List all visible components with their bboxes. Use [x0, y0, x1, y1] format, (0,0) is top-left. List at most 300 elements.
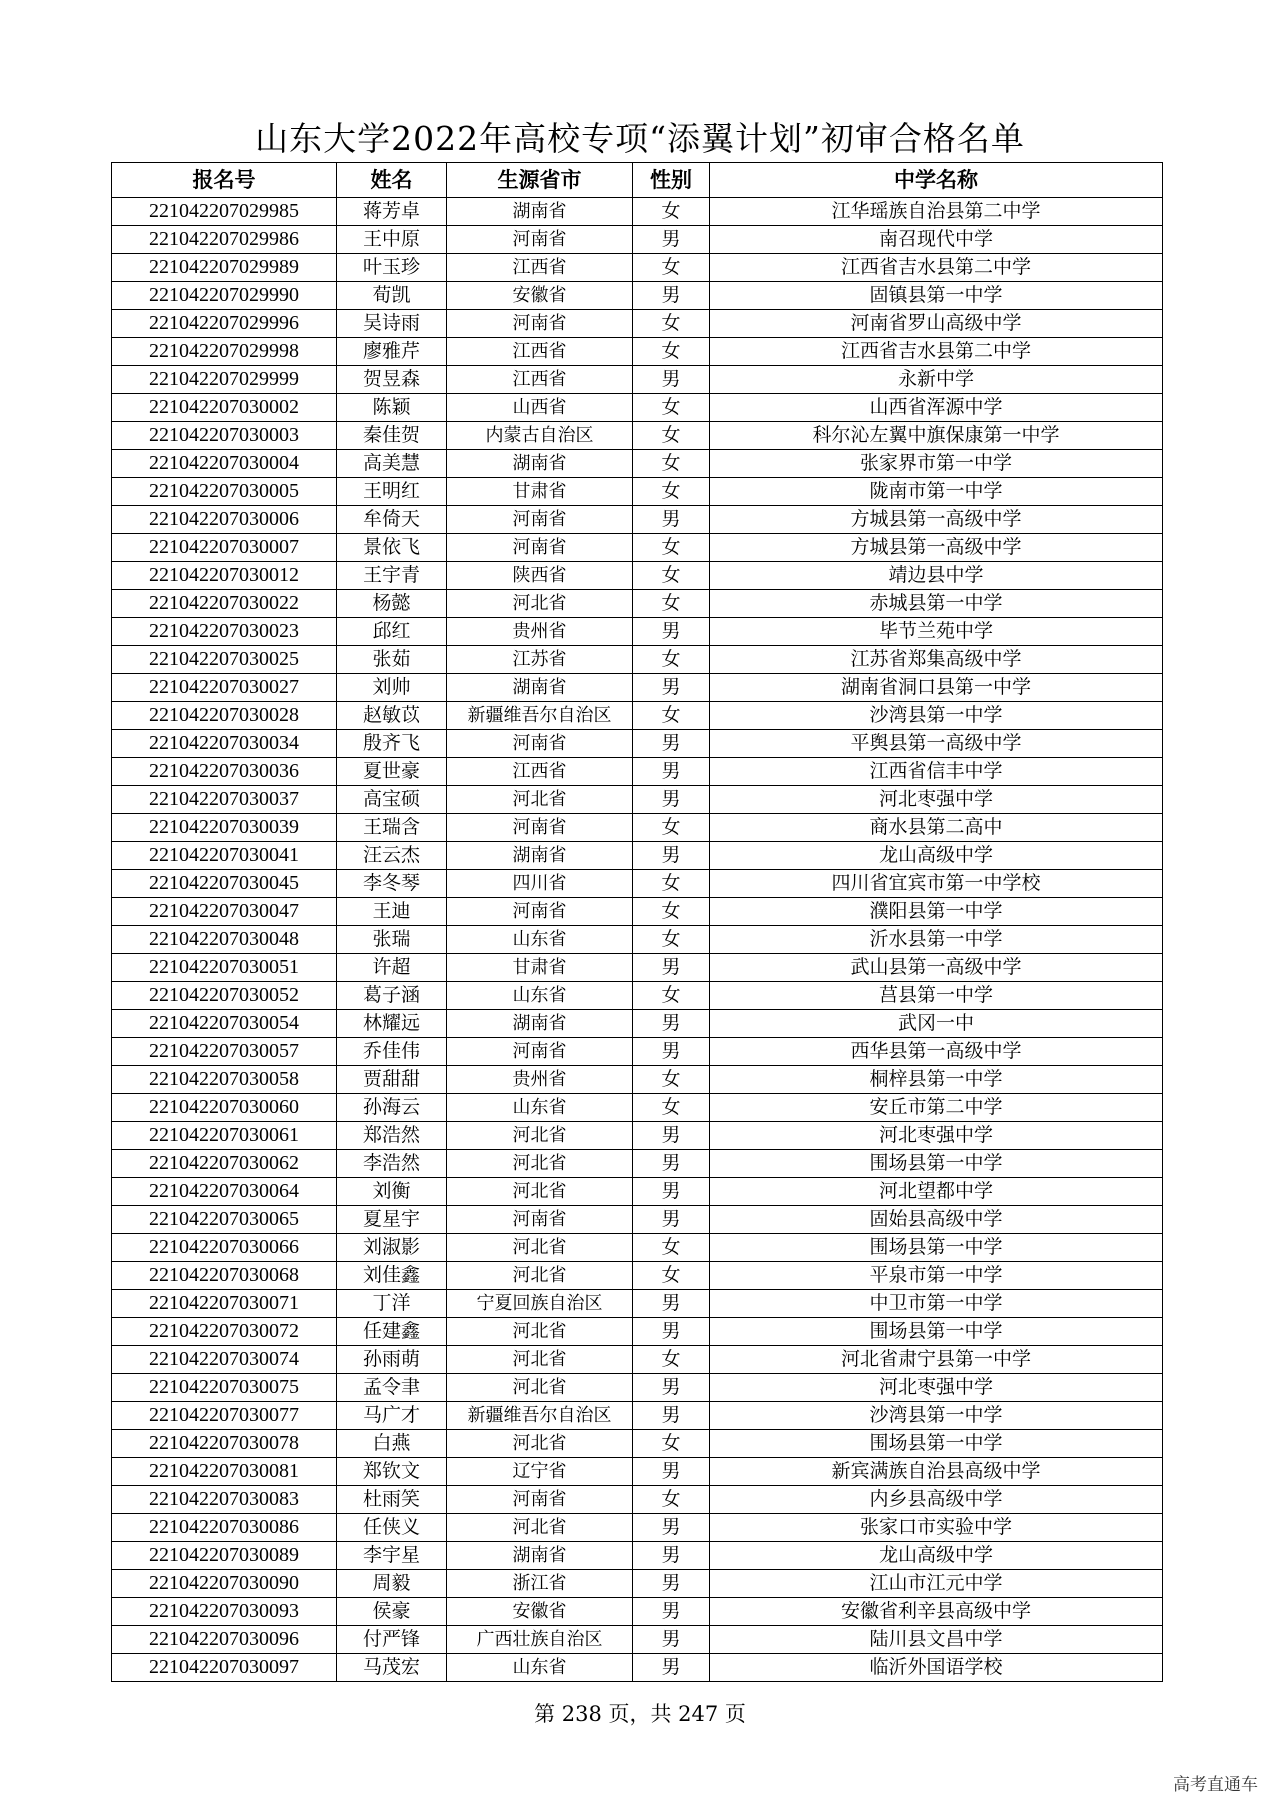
cell-gender: 男: [633, 1122, 710, 1150]
cell-school: 河北枣强中学: [710, 1374, 1163, 1402]
cell-name: 葛子涵: [337, 982, 447, 1010]
cell-name: 秦佳贺: [337, 422, 447, 450]
cell-school: 龙山高级中学: [710, 842, 1163, 870]
cell-school: 商水县第二高中: [710, 814, 1163, 842]
cell-name: 付严锋: [337, 1626, 447, 1654]
cell-gender: 男: [633, 1570, 710, 1598]
cell-registration-number: 221042207030003: [112, 422, 337, 450]
cell-registration-number: 221042207030062: [112, 1150, 337, 1178]
cell-school: 沙湾县第一中学: [710, 1402, 1163, 1430]
cell-gender: 女: [633, 198, 710, 226]
cell-school: 科尔沁左翼中旗保康第一中学: [710, 422, 1163, 450]
cell-registration-number: 221042207029999: [112, 366, 337, 394]
cell-province: 河北省: [447, 1318, 633, 1346]
cell-province: 河南省: [447, 730, 633, 758]
cell-province: 河北省: [447, 786, 633, 814]
cell-name: 刘佳鑫: [337, 1262, 447, 1290]
cell-registration-number: 221042207030057: [112, 1038, 337, 1066]
cell-gender: 女: [633, 1430, 710, 1458]
cell-gender: 女: [633, 450, 710, 478]
cell-gender: 男: [633, 1598, 710, 1626]
cell-registration-number: 221042207030065: [112, 1206, 337, 1234]
cell-gender: 女: [633, 814, 710, 842]
cell-registration-number: 221042207029986: [112, 226, 337, 254]
cell-registration-number: 221042207029985: [112, 198, 337, 226]
cell-name: 孙海云: [337, 1094, 447, 1122]
table-row: [112, 1094, 1163, 1122]
cell-name: 任建鑫: [337, 1318, 447, 1346]
cell-school: 河南省罗山高级中学: [710, 310, 1163, 338]
cell-registration-number: 221042207030090: [112, 1570, 337, 1598]
cell-gender: 男: [633, 758, 710, 786]
cell-gender: 女: [633, 870, 710, 898]
cell-name: 周毅: [337, 1570, 447, 1598]
header-school: 中学名称: [710, 163, 1163, 198]
cell-gender: 女: [633, 1066, 710, 1094]
cell-registration-number: 221042207030086: [112, 1514, 337, 1542]
cell-province: 甘肃省: [447, 954, 633, 982]
page-number: 第 238 页，共 247 页: [534, 1702, 746, 1726]
cell-registration-number: 221042207030052: [112, 982, 337, 1010]
table-row: [112, 842, 1163, 870]
cell-registration-number: 221042207030023: [112, 618, 337, 646]
table-row: [112, 282, 1163, 310]
cell-registration-number: 221042207030089: [112, 1542, 337, 1570]
cell-province: 河南省: [447, 1486, 633, 1514]
cell-province: 河北省: [447, 1150, 633, 1178]
cell-province: 江西省: [447, 254, 633, 282]
cell-province: 河南省: [447, 506, 633, 534]
cell-gender: 男: [633, 730, 710, 758]
cell-registration-number: 221042207029989: [112, 254, 337, 282]
cell-name: 孟令聿: [337, 1374, 447, 1402]
cell-name: 李宇星: [337, 1542, 447, 1570]
cell-registration-number: 221042207030077: [112, 1402, 337, 1430]
cell-school: 平泉市第一中学: [710, 1262, 1163, 1290]
cell-school: 湖南省洞口县第一中学: [710, 674, 1163, 702]
cell-school: 江西省吉水县第二中学: [710, 254, 1163, 282]
cell-province: 安徽省: [447, 1598, 633, 1626]
cell-school: 固始县高级中学: [710, 1206, 1163, 1234]
cell-school: 靖边县中学: [710, 562, 1163, 590]
cell-name: 马茂宏: [337, 1654, 447, 1682]
cell-name: 李浩然: [337, 1150, 447, 1178]
cell-registration-number: 221042207030025: [112, 646, 337, 674]
cell-school: 围场县第一中学: [710, 1430, 1163, 1458]
cell-name: 刘帅: [337, 674, 447, 702]
cell-province: 辽宁省: [447, 1458, 633, 1486]
cell-gender: 女: [633, 1094, 710, 1122]
cell-name: 王宇青: [337, 562, 447, 590]
table-row: [112, 1486, 1163, 1514]
table-row: [112, 898, 1163, 926]
cell-province: 宁夏回族自治区: [447, 1290, 633, 1318]
cell-school: 武冈一中: [710, 1010, 1163, 1038]
cell-name: 刘衡: [337, 1178, 447, 1206]
cell-name: 牟倚天: [337, 506, 447, 534]
cell-school: 内乡县高级中学: [710, 1486, 1163, 1514]
cell-name: 廖雅芹: [337, 338, 447, 366]
cell-gender: 男: [633, 1290, 710, 1318]
cell-school: 毕节兰苑中学: [710, 618, 1163, 646]
cell-gender: 男: [633, 1626, 710, 1654]
cell-name: 白燕: [337, 1430, 447, 1458]
cell-gender: 男: [633, 1038, 710, 1066]
table-row: [112, 1206, 1163, 1234]
cell-gender: 女: [633, 478, 710, 506]
cell-school: 固镇县第一中学: [710, 282, 1163, 310]
cell-name: 王迪: [337, 898, 447, 926]
table-row: [112, 1234, 1163, 1262]
table-row: [112, 674, 1163, 702]
cell-name: 王瑞含: [337, 814, 447, 842]
cell-name: 丁洋: [337, 1290, 447, 1318]
cell-gender: 男: [633, 1150, 710, 1178]
table-header-row: [112, 163, 1163, 198]
cell-registration-number: 221042207030068: [112, 1262, 337, 1290]
cell-registration-number: 221042207030074: [112, 1346, 337, 1374]
cell-registration-number: 221042207030004: [112, 450, 337, 478]
cell-province: 江西省: [447, 758, 633, 786]
table-row: [112, 1346, 1163, 1374]
cell-name: 侯豪: [337, 1598, 447, 1626]
cell-school: 陇南市第一中学: [710, 478, 1163, 506]
table-row: [112, 1542, 1163, 1570]
cell-gender: 女: [633, 1346, 710, 1374]
cell-province: 山东省: [447, 1654, 633, 1682]
cell-school: 莒县第一中学: [710, 982, 1163, 1010]
cell-name: 杜雨笑: [337, 1486, 447, 1514]
table-row: [112, 954, 1163, 982]
cell-school: 方城县第一高级中学: [710, 506, 1163, 534]
table-row: [112, 1626, 1163, 1654]
table-row: [112, 618, 1163, 646]
cell-province: 湖南省: [447, 1542, 633, 1570]
cell-province: 河南省: [447, 226, 633, 254]
table-row: [112, 870, 1163, 898]
cell-gender: 男: [633, 1318, 710, 1346]
cell-province: 河北省: [447, 1234, 633, 1262]
page-title: 山东大学2022年高校专项“添翼计划”初审合格名单: [255, 119, 1025, 158]
header-name: 姓名: [337, 163, 447, 198]
table-row: [112, 310, 1163, 338]
cell-province: 河北省: [447, 1262, 633, 1290]
cell-registration-number: 221042207030078: [112, 1430, 337, 1458]
cell-school: 安徽省利辛县高级中学: [710, 1598, 1163, 1626]
cell-name: 马广才: [337, 1402, 447, 1430]
cell-gender: 女: [633, 590, 710, 618]
table-row: [112, 450, 1163, 478]
cell-registration-number: 221042207030007: [112, 534, 337, 562]
table-row: [112, 226, 1163, 254]
cell-province: 江苏省: [447, 646, 633, 674]
cell-gender: 男: [633, 1542, 710, 1570]
cell-school: 中卫市第一中学: [710, 1290, 1163, 1318]
cell-province: 陕西省: [447, 562, 633, 590]
cell-gender: 女: [633, 254, 710, 282]
cell-gender: 女: [633, 1234, 710, 1262]
table-row: [112, 1598, 1163, 1626]
table-row: [112, 394, 1163, 422]
cell-registration-number: 221042207030061: [112, 1122, 337, 1150]
cell-name: 荀凯: [337, 282, 447, 310]
cell-province: 山西省: [447, 394, 633, 422]
cell-school: 围场县第一中学: [710, 1234, 1163, 1262]
cell-province: 内蒙古自治区: [447, 422, 633, 450]
cell-gender: 男: [633, 1654, 710, 1682]
cell-registration-number: 221042207030036: [112, 758, 337, 786]
cell-name: 景依飞: [337, 534, 447, 562]
cell-name: 孙雨萌: [337, 1346, 447, 1374]
cell-name: 陈颖: [337, 394, 447, 422]
cell-province: 河北省: [447, 1178, 633, 1206]
cell-school: 围场县第一中学: [710, 1318, 1163, 1346]
cell-gender: 女: [633, 982, 710, 1010]
cell-school: 新宾满族自治县高级中学: [710, 1458, 1163, 1486]
cell-gender: 男: [633, 1206, 710, 1234]
cell-school: 张家口市实验中学: [710, 1514, 1163, 1542]
cell-school: 江华瑶族自治县第二中学: [710, 198, 1163, 226]
cell-gender: 男: [633, 954, 710, 982]
cell-registration-number: 221042207030096: [112, 1626, 337, 1654]
table-row: [112, 198, 1163, 226]
cell-school: 方城县第一高级中学: [710, 534, 1163, 562]
table-row: [112, 702, 1163, 730]
cell-province: 新疆维吾尔自治区: [447, 702, 633, 730]
cell-school: 永新中学: [710, 366, 1163, 394]
cell-province: 新疆维吾尔自治区: [447, 1402, 633, 1430]
cell-school: 河北枣强中学: [710, 786, 1163, 814]
cell-province: 河南省: [447, 1206, 633, 1234]
cell-registration-number: 221042207030071: [112, 1290, 337, 1318]
cell-school: 围场县第一中学: [710, 1150, 1163, 1178]
cell-gender: 女: [633, 338, 710, 366]
cell-name: 殷齐飞: [337, 730, 447, 758]
table-row: [112, 506, 1163, 534]
cell-registration-number: 221042207030039: [112, 814, 337, 842]
cell-name: 许超: [337, 954, 447, 982]
cell-name: 刘淑影: [337, 1234, 447, 1262]
cell-name: 赵敏苡: [337, 702, 447, 730]
cell-gender: 男: [633, 1374, 710, 1402]
cell-school: 武山县第一高级中学: [710, 954, 1163, 982]
cell-gender: 男: [633, 786, 710, 814]
cell-registration-number: 221042207030097: [112, 1654, 337, 1682]
cell-school: 沂水县第一中学: [710, 926, 1163, 954]
cell-province: 河南省: [447, 1038, 633, 1066]
cell-name: 任侠义: [337, 1514, 447, 1542]
table-row: [112, 1150, 1163, 1178]
cell-school: 四川省宜宾市第一中学校: [710, 870, 1163, 898]
table-row: [112, 1570, 1163, 1598]
table-row: [112, 1010, 1163, 1038]
cell-gender: 男: [633, 674, 710, 702]
cell-name: 叶玉珍: [337, 254, 447, 282]
cell-school: 濮阳县第一中学: [710, 898, 1163, 926]
cell-registration-number: 221042207030005: [112, 478, 337, 506]
table-row: [112, 366, 1163, 394]
cell-gender: 女: [633, 926, 710, 954]
cell-school: 陆川县文昌中学: [710, 1626, 1163, 1654]
cell-registration-number: 221042207030075: [112, 1374, 337, 1402]
cell-name: 贺昱森: [337, 366, 447, 394]
table-row: [112, 478, 1163, 506]
cell-province: 湖南省: [447, 198, 633, 226]
cell-registration-number: 221042207030034: [112, 730, 337, 758]
cell-province: 河南省: [447, 534, 633, 562]
cell-gender: 男: [633, 842, 710, 870]
cell-gender: 女: [633, 1486, 710, 1514]
header-province: 生源省市: [447, 163, 633, 198]
cell-registration-number: 221042207030064: [112, 1178, 337, 1206]
cell-gender: 男: [633, 226, 710, 254]
cell-registration-number: 221042207030028: [112, 702, 337, 730]
cell-school: 平舆县第一高级中学: [710, 730, 1163, 758]
cell-registration-number: 221042207029996: [112, 310, 337, 338]
cell-province: 湖南省: [447, 450, 633, 478]
cell-school: 沙湾县第一中学: [710, 702, 1163, 730]
cell-registration-number: 221042207030060: [112, 1094, 337, 1122]
cell-school: 山西省浑源中学: [710, 394, 1163, 422]
cell-school: 江西省吉水县第二中学: [710, 338, 1163, 366]
table-row: [112, 1374, 1163, 1402]
cell-name: 高宝硕: [337, 786, 447, 814]
cell-gender: 男: [633, 1402, 710, 1430]
table-row: [112, 786, 1163, 814]
cell-name: 王中原: [337, 226, 447, 254]
cell-province: 安徽省: [447, 282, 633, 310]
table-row: [112, 1458, 1163, 1486]
cell-gender: 男: [633, 1010, 710, 1038]
table-row: [112, 814, 1163, 842]
cell-gender: 女: [633, 562, 710, 590]
table-row: [112, 646, 1163, 674]
cell-name: 夏星宇: [337, 1206, 447, 1234]
cell-name: 夏世豪: [337, 758, 447, 786]
cell-registration-number: 221042207030093: [112, 1598, 337, 1626]
cell-school: 桐梓县第一中学: [710, 1066, 1163, 1094]
cell-province: 贵州省: [447, 618, 633, 646]
cell-school: 河北枣强中学: [710, 1122, 1163, 1150]
watermark: 高考直通车: [1173, 1775, 1258, 1795]
cell-gender: 女: [633, 422, 710, 450]
table-row: [112, 1066, 1163, 1094]
cell-name: 张茹: [337, 646, 447, 674]
cell-school: 西华县第一高级中学: [710, 1038, 1163, 1066]
cell-gender: 女: [633, 1262, 710, 1290]
cell-gender: 女: [633, 646, 710, 674]
cell-gender: 女: [633, 702, 710, 730]
cell-name: 李冬琴: [337, 870, 447, 898]
table-row: [112, 730, 1163, 758]
cell-name: 郑浩然: [337, 1122, 447, 1150]
cell-gender: 男: [633, 506, 710, 534]
cell-province: 湖南省: [447, 842, 633, 870]
header-registration-number: 报名号: [112, 163, 337, 198]
cell-registration-number: 221042207030006: [112, 506, 337, 534]
cell-name: 高美慧: [337, 450, 447, 478]
cell-school: 河北望都中学: [710, 1178, 1163, 1206]
cell-province: 贵州省: [447, 1066, 633, 1094]
table-row: [112, 338, 1163, 366]
cell-registration-number: 221042207030012: [112, 562, 337, 590]
cell-name: 林耀远: [337, 1010, 447, 1038]
table-row: [112, 982, 1163, 1010]
cell-registration-number: 221042207030027: [112, 674, 337, 702]
table-row: [112, 534, 1163, 562]
cell-name: 邱红: [337, 618, 447, 646]
cell-province: 河南省: [447, 814, 633, 842]
cell-name: 吴诗雨: [337, 310, 447, 338]
cell-registration-number: 221042207030037: [112, 786, 337, 814]
cell-name: 汪云杰: [337, 842, 447, 870]
cell-gender: 男: [633, 1178, 710, 1206]
table-row: [112, 422, 1163, 450]
table-row: [112, 926, 1163, 954]
cell-gender: 男: [633, 618, 710, 646]
cell-school: 江西省信丰中学: [710, 758, 1163, 786]
table-row: [112, 562, 1163, 590]
table-row: [112, 1290, 1163, 1318]
cell-province: 四川省: [447, 870, 633, 898]
cell-province: 河北省: [447, 1374, 633, 1402]
cell-name: 张瑞: [337, 926, 447, 954]
cell-school: 江苏省郑集高级中学: [710, 646, 1163, 674]
cell-school: 江山市江元中学: [710, 1570, 1163, 1598]
table-row: [112, 758, 1163, 786]
cell-province: 河北省: [447, 590, 633, 618]
header-gender: 性别: [633, 163, 710, 198]
cell-school: 南召现代中学: [710, 226, 1163, 254]
cell-province: 甘肃省: [447, 478, 633, 506]
cell-province: 浙江省: [447, 1570, 633, 1598]
cell-registration-number: 221042207029990: [112, 282, 337, 310]
cell-province: 广西壮族自治区: [447, 1626, 633, 1654]
cell-gender: 女: [633, 534, 710, 562]
cell-name: 杨懿: [337, 590, 447, 618]
cell-registration-number: 221042207030072: [112, 1318, 337, 1346]
cell-school: 赤城县第一中学: [710, 590, 1163, 618]
table-row: [112, 1178, 1163, 1206]
candidate-table: [111, 162, 1163, 1682]
cell-province: 湖南省: [447, 674, 633, 702]
cell-gender: 男: [633, 282, 710, 310]
cell-school: 安丘市第二中学: [710, 1094, 1163, 1122]
cell-province: 河北省: [447, 1514, 633, 1542]
cell-registration-number: 221042207030045: [112, 870, 337, 898]
cell-registration-number: 221042207030048: [112, 926, 337, 954]
cell-registration-number: 221042207030022: [112, 590, 337, 618]
table-row: [112, 1038, 1163, 1066]
table-row: [112, 1122, 1163, 1150]
cell-registration-number: 221042207030066: [112, 1234, 337, 1262]
cell-gender: 女: [633, 394, 710, 422]
cell-gender: 男: [633, 366, 710, 394]
cell-province: 江西省: [447, 366, 633, 394]
cell-school: 龙山高级中学: [710, 1542, 1163, 1570]
cell-name: 王明红: [337, 478, 447, 506]
cell-province: 河北省: [447, 1122, 633, 1150]
table-row: [112, 1514, 1163, 1542]
cell-registration-number: 221042207030051: [112, 954, 337, 982]
cell-name: 郑钦文: [337, 1458, 447, 1486]
cell-province: 江西省: [447, 338, 633, 366]
cell-province: 山东省: [447, 1094, 633, 1122]
cell-province: 河北省: [447, 1430, 633, 1458]
cell-province: 湖南省: [447, 1010, 633, 1038]
cell-school: 张家界市第一中学: [710, 450, 1163, 478]
cell-registration-number: 221042207030058: [112, 1066, 337, 1094]
